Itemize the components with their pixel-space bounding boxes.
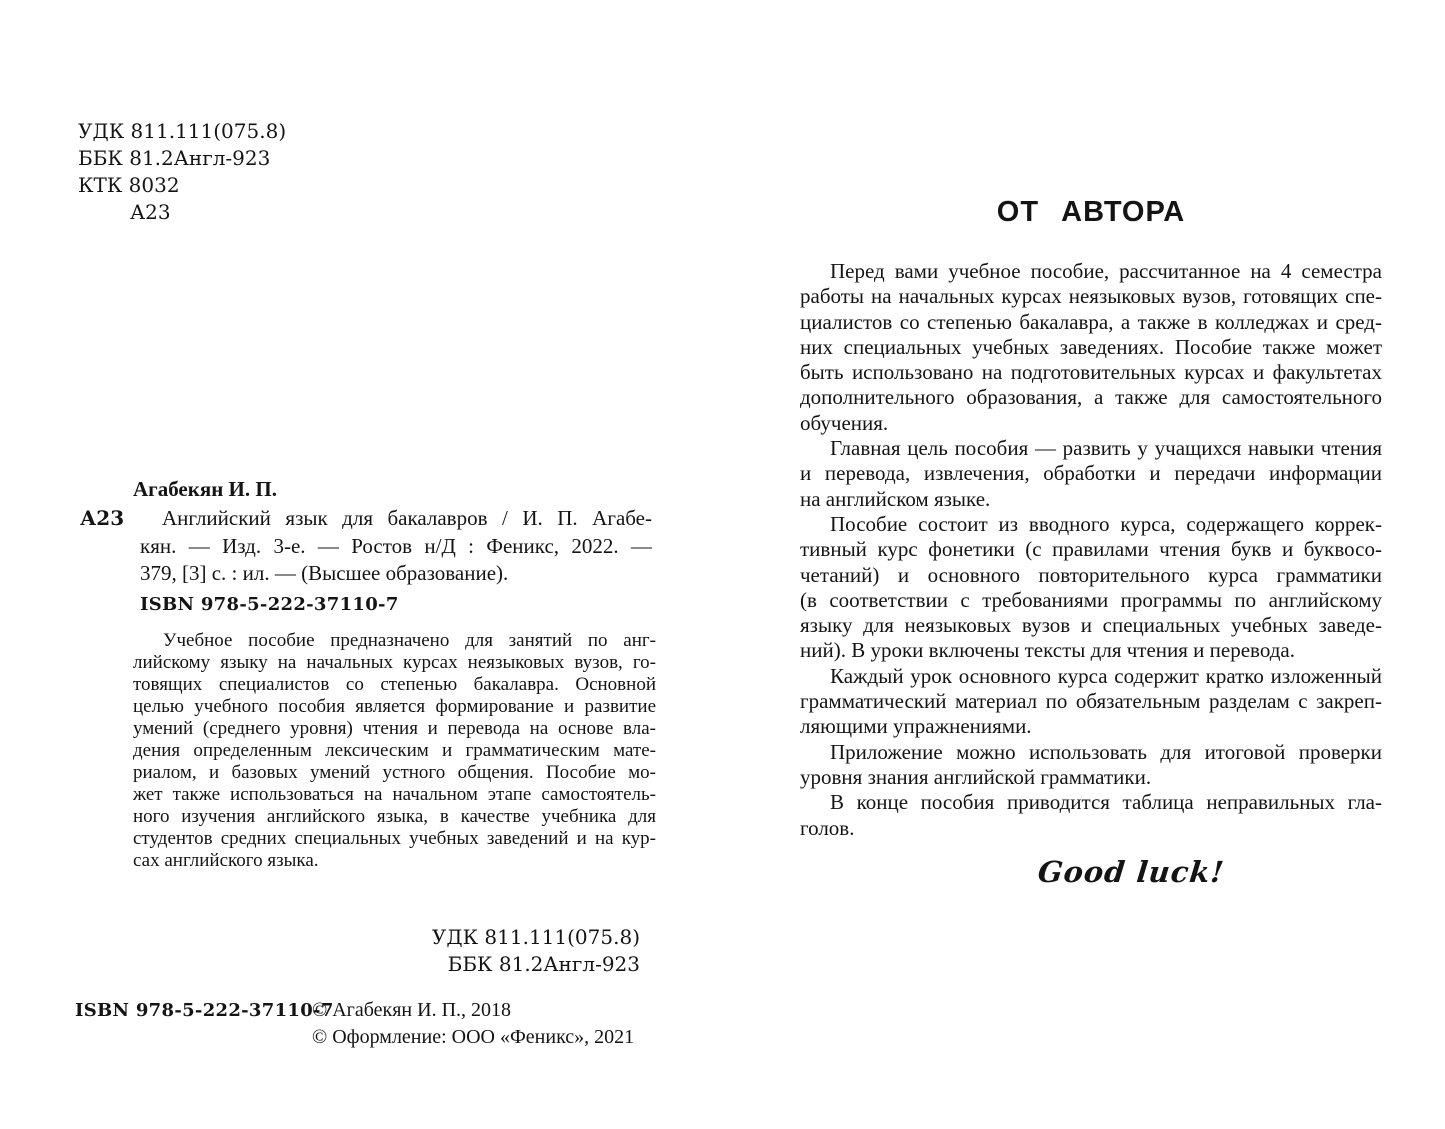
author-sign-code: А23 bbox=[130, 200, 171, 224]
text-line: 379, [3] с. : ил. — (Высшее образование). bbox=[140, 561, 509, 585]
text-line: и перевода, извлечения, обработки и передачи информации bbox=[800, 461, 1382, 486]
text-line: дополнительного образования, а также для самостоятельного bbox=[800, 385, 1382, 410]
text-line: уровня знания английской грамматики. bbox=[800, 764, 1152, 789]
paragraph bbox=[800, 664, 1382, 740]
text-line: дения определенным лексическим и грамматическим мате- bbox=[133, 740, 656, 761]
bottom-classification-codes bbox=[340, 924, 640, 978]
text-line: студентов средних специальных учебных заведений и на кур- bbox=[133, 828, 656, 849]
paragraph bbox=[800, 512, 1382, 664]
text-line: риалом, и базовых умений устного общения. Пособие мо- bbox=[133, 762, 656, 783]
text-line: грамматический материал по обязательным разделам с закреп- bbox=[800, 689, 1382, 714]
author-foreword-text bbox=[800, 259, 1382, 841]
text-line: них специальных учебных заведениях. Пособие также может bbox=[800, 334, 1382, 359]
text-line: жет также использоваться на начальном этапе самостоятель- bbox=[133, 784, 656, 805]
good-luck-signature: Good luck! bbox=[1036, 855, 1227, 889]
text-line: (в соответствии с требованиями программы по английскому bbox=[800, 587, 1382, 612]
bbk-code: ББК 81.2Англ-923 bbox=[78, 146, 271, 170]
text-line: Приложение можно использовать для итоговой проверки bbox=[830, 739, 1382, 764]
classification-codes-block bbox=[78, 118, 286, 226]
text-line: голов. bbox=[800, 815, 855, 840]
paragraph bbox=[800, 436, 1382, 512]
text-line: тивный курс фонетики (с правилами чтения букв и буквосо- bbox=[800, 537, 1382, 562]
text-line: Главная цель пособия — развить у учащихся навыки чтения bbox=[830, 436, 1382, 461]
text-line: Учебное пособие предназначено для занятий по анг- bbox=[163, 630, 656, 651]
text-line: © Оформление: ООО «Феникс», 2021 bbox=[312, 1026, 635, 1048]
paragraph bbox=[800, 740, 1382, 791]
text-line: Пособие состоит из вводного курса, содержащего коррек- bbox=[830, 511, 1382, 536]
text-line: Перед вами учебное пособие, рассчитанное на 4 семестра bbox=[830, 259, 1382, 283]
text-line: товящих специалистов со степенью бакалавра. Основной bbox=[133, 674, 656, 695]
text-line: сах английского языка. bbox=[133, 850, 319, 871]
text-line: обучения. bbox=[800, 410, 889, 435]
text-line: ляющими упражнениями. bbox=[800, 714, 1032, 739]
text-line: четаний) и основного повторительного курса грамматики bbox=[800, 562, 1382, 587]
text-line: умений (среднего уровня) чтения и перевода на основе вла- bbox=[133, 718, 656, 739]
text-line: Английский язык для бакалавров / И. П. Агабе- bbox=[162, 506, 652, 530]
text-line: целью учебного пособия является формирование и развитие bbox=[133, 696, 656, 717]
text-line: ний). В уроки включены тексты для чтения и перевода. bbox=[800, 638, 1295, 663]
udk-code: УДК 811.111(075.8) bbox=[78, 119, 287, 143]
text-line: на английском языке. bbox=[800, 486, 991, 511]
isbn-number-bottom: ISBN 978-5-222-37110-7 bbox=[75, 1000, 334, 1021]
text-line: работы на начальных курсах неязыковых вузов, готовящих спе- bbox=[800, 284, 1382, 309]
author-name: Агабекян И. П. bbox=[133, 477, 277, 501]
text-line: лийскому языку на начальных курсах неязыковых вузов, го- bbox=[133, 652, 656, 673]
copyright-block bbox=[312, 997, 634, 1051]
text-line: ББК 81.2Англ-923 bbox=[447, 952, 640, 976]
text-line: Каждый урок основного курса содержит кратко изложенный bbox=[830, 663, 1382, 688]
text-line: ного изучения английского языка, в качестве учебника для bbox=[133, 806, 656, 827]
text-line: кян. — Изд. 3-е. — Ростов н/Д : Феникс, 2022. — bbox=[140, 533, 652, 558]
annotation-text bbox=[133, 630, 656, 872]
bibliographic-description bbox=[140, 505, 652, 588]
text-line: В конце пособия приводится таблица неправильных гла- bbox=[830, 790, 1382, 815]
chapter-title: ОТ АВТОРА bbox=[996, 196, 1186, 228]
ktk-code: КТК 8032 bbox=[78, 173, 180, 197]
margin-author-sign: А23 bbox=[80, 506, 125, 530]
paragraph bbox=[800, 259, 1382, 436]
text-line: быть использовано на подготовительных курсах и факультетах bbox=[800, 360, 1382, 385]
text-line: УДК 811.111(075.8) bbox=[431, 925, 640, 949]
isbn-number: ISBN 978-5-222-37110-7 bbox=[140, 594, 399, 615]
paragraph bbox=[800, 790, 1382, 841]
text-line: циалистов со степенью бакалавра, а также в колледжах и сред- bbox=[800, 309, 1382, 334]
text-line: языку для неязыковых вузов и специальных учебных заведе- bbox=[800, 613, 1382, 638]
text-line: © Агабекян И. П., 2018 bbox=[312, 999, 512, 1021]
